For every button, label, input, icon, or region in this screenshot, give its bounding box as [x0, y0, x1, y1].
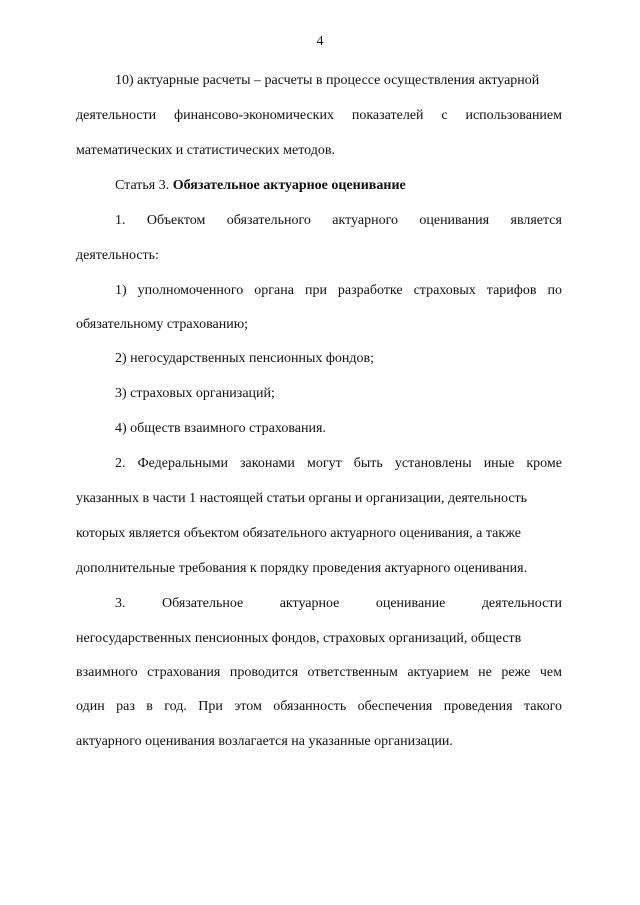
word: быть [353, 456, 383, 471]
word: уполномоченного [137, 283, 244, 298]
word: обеспечения [357, 699, 433, 714]
word: при [304, 283, 327, 298]
word: Федеральными [137, 456, 228, 471]
word: страховых [413, 283, 476, 298]
subitem-1-line-1 [115, 282, 562, 300]
word: деятельности [481, 596, 562, 611]
paragraph-10-line-2 [76, 107, 562, 125]
word: 1) [115, 283, 127, 298]
word: 1. [115, 213, 126, 228]
subitem-2: 2) негосударственных пенсионных фондов; [115, 351, 375, 366]
word: в [146, 699, 153, 714]
word: могут [306, 456, 342, 471]
word: актуарное [279, 596, 340, 611]
word: чем [539, 665, 562, 680]
word: установлены [394, 456, 472, 471]
word: 3. [115, 596, 126, 611]
word: иные [483, 456, 515, 471]
word: использованием [465, 108, 562, 123]
word: оценивания [419, 213, 490, 228]
item-2-line-2: указанных в части 1 настоящей статьи органы и организации, деятельность [76, 491, 528, 506]
word: тарифов [486, 283, 537, 298]
item-3-line-1 [115, 595, 562, 613]
paragraph-10-line-3: математических и статистических методов. [76, 143, 336, 158]
word: раз [116, 699, 135, 714]
word: с [441, 108, 448, 123]
word: 2. [115, 456, 126, 471]
word: актуарием [407, 665, 469, 680]
word: такого [523, 699, 562, 714]
article-title: Обязательное актуарное оценивание [172, 178, 406, 193]
word: кроме [526, 456, 562, 471]
word: год. [164, 699, 187, 714]
word: оценивание [375, 596, 446, 611]
page-number: 4 [316, 34, 324, 49]
subitem-4: 4) обществ взаимного страхования. [115, 421, 326, 436]
word: органа [254, 283, 294, 298]
word: деятельности [76, 108, 157, 123]
word: взаимного [76, 665, 138, 680]
subitem-1-line-2: обязательному страхованию; [76, 317, 249, 332]
subitem-3: 3) страховых организаций; [115, 386, 275, 401]
item-3-line-3 [76, 664, 562, 682]
word: разработке [337, 283, 403, 298]
word: проводится [229, 665, 299, 680]
word: При [198, 699, 223, 714]
word: обязательного [226, 213, 311, 228]
item-3-line-2: негосударственных пенсионных фондов, страховых организаций, обществ [76, 631, 522, 646]
word: ответственным [307, 665, 398, 680]
word: реже [501, 665, 531, 680]
word: один [76, 699, 105, 714]
item-1-line-1 [115, 212, 562, 230]
item-1-line-2: деятельность: [76, 248, 159, 263]
item-2-line-1 [115, 455, 562, 473]
word: Объектом [146, 213, 206, 228]
article-prefix: Статья 3. [115, 178, 170, 193]
item-2-line-3: которых является объектом обязательного актуарного оценивания, а также [76, 526, 521, 541]
word: финансово-экономических [174, 108, 334, 123]
word: по [547, 283, 562, 298]
word: обязанность [273, 699, 347, 714]
word: Обязательное [161, 596, 244, 611]
word: проведения [443, 699, 513, 714]
word: законами [240, 456, 295, 471]
word: не [478, 665, 492, 680]
paragraph-10-line-1: 10) актуарные расчеты – расчеты в процессе осуществления актуарной [115, 73, 540, 88]
word: этом [234, 699, 262, 714]
word: страхования [147, 665, 221, 680]
item-2-line-4: дополнительные требования к порядку проведения актуарного оценивания. [76, 561, 528, 576]
article-heading [115, 177, 406, 195]
word: актуарного [332, 213, 398, 228]
word: показателей [351, 108, 424, 123]
item-3-line-5: актуарного оценивания возлагается на указанные организации. [76, 734, 453, 749]
word: является [510, 213, 562, 228]
item-3-line-4 [76, 698, 562, 716]
